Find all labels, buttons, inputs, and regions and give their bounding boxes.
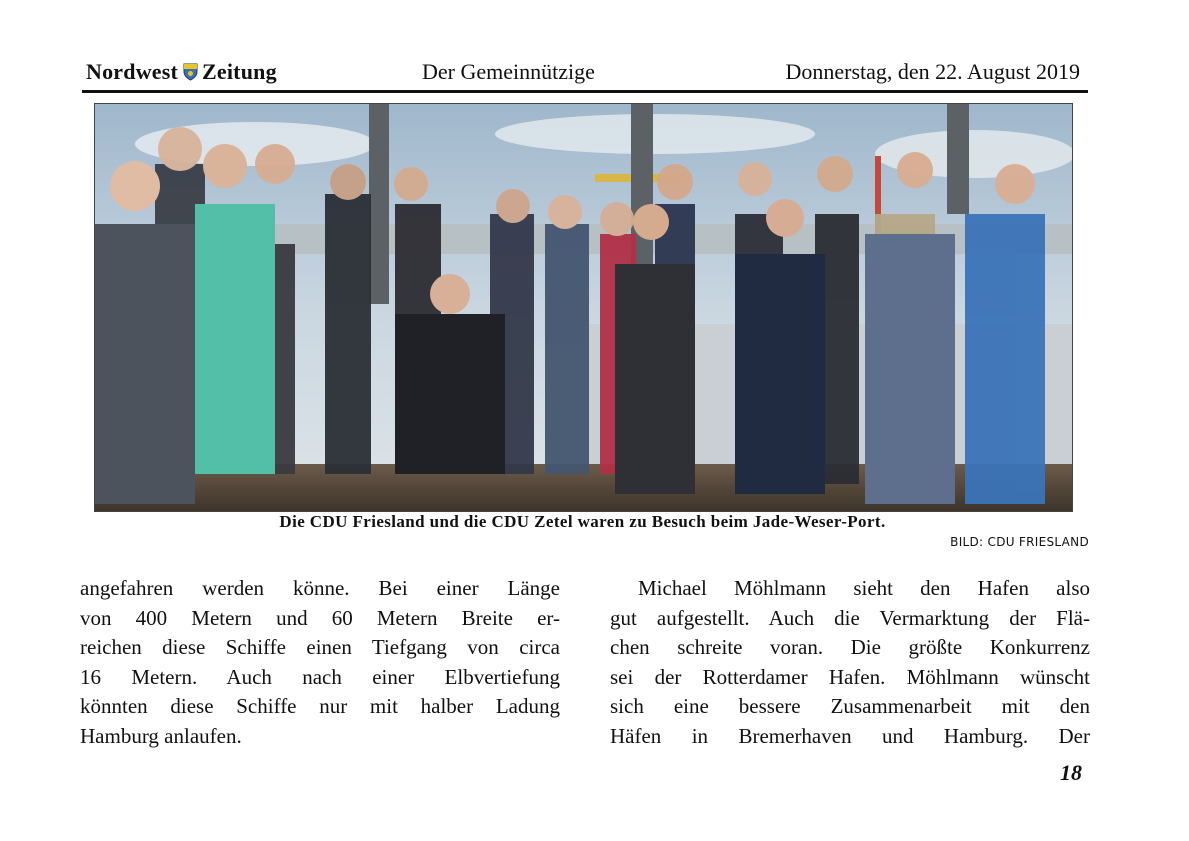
article-line: könnten diese Schiffe nur mit halber Ladung	[80, 694, 560, 719]
article-line: chen schreite voran. Die größte Konkurrenz	[610, 635, 1090, 660]
page-number: 18	[1060, 760, 1082, 785]
section-title: Der Gemeinnützige	[422, 59, 595, 84]
article-line: Häfen in Bremerhaven und Hamburg. Der	[610, 723, 1090, 748]
article-line: angefahren werden könne. Bei einer Länge	[80, 576, 560, 600]
coat-of-arms-icon	[183, 63, 198, 81]
article-line: von 400 Metern und 60 Metern Breite er-	[80, 605, 560, 630]
group-photo-illustration	[95, 104, 1072, 511]
photo-credit: BILD: CDU FRIESLAND	[950, 535, 1089, 549]
article-line: Hamburg anlaufen.	[80, 723, 242, 748]
article-line: 16 Metern. Auch nach einer Elbvertiefung	[80, 664, 560, 689]
article-column-left	[80, 574, 560, 752]
article-line: sich eine bessere Zusammenarbeit mit den	[610, 694, 1090, 719]
article-line: reichen diese Schiffe einen Tiefgang von circa	[80, 635, 560, 660]
article-line: sei der Rotterdamer Hafen. Möhlmann wünscht	[610, 664, 1090, 689]
article-column-right	[610, 574, 1090, 752]
masthead-right-word: Zeitung	[202, 59, 277, 84]
group-photo	[94, 103, 1073, 512]
newspaper-masthead	[86, 59, 277, 85]
issue-date: Donnerstag, den 22. August 2019	[785, 59, 1080, 84]
page-header	[82, 56, 1088, 93]
masthead-left-word: Nordwest	[86, 59, 179, 84]
photo-caption: Die CDU Friesland und die CDU Zetel waren zu Besuch beim Jade-Weser-Port.	[279, 512, 886, 531]
article-line: Michael Möhlmann sieht den Hafen also	[638, 576, 1090, 600]
article-line: gut aufgestellt. Auch die Vermarktung der Flä-	[610, 605, 1090, 630]
